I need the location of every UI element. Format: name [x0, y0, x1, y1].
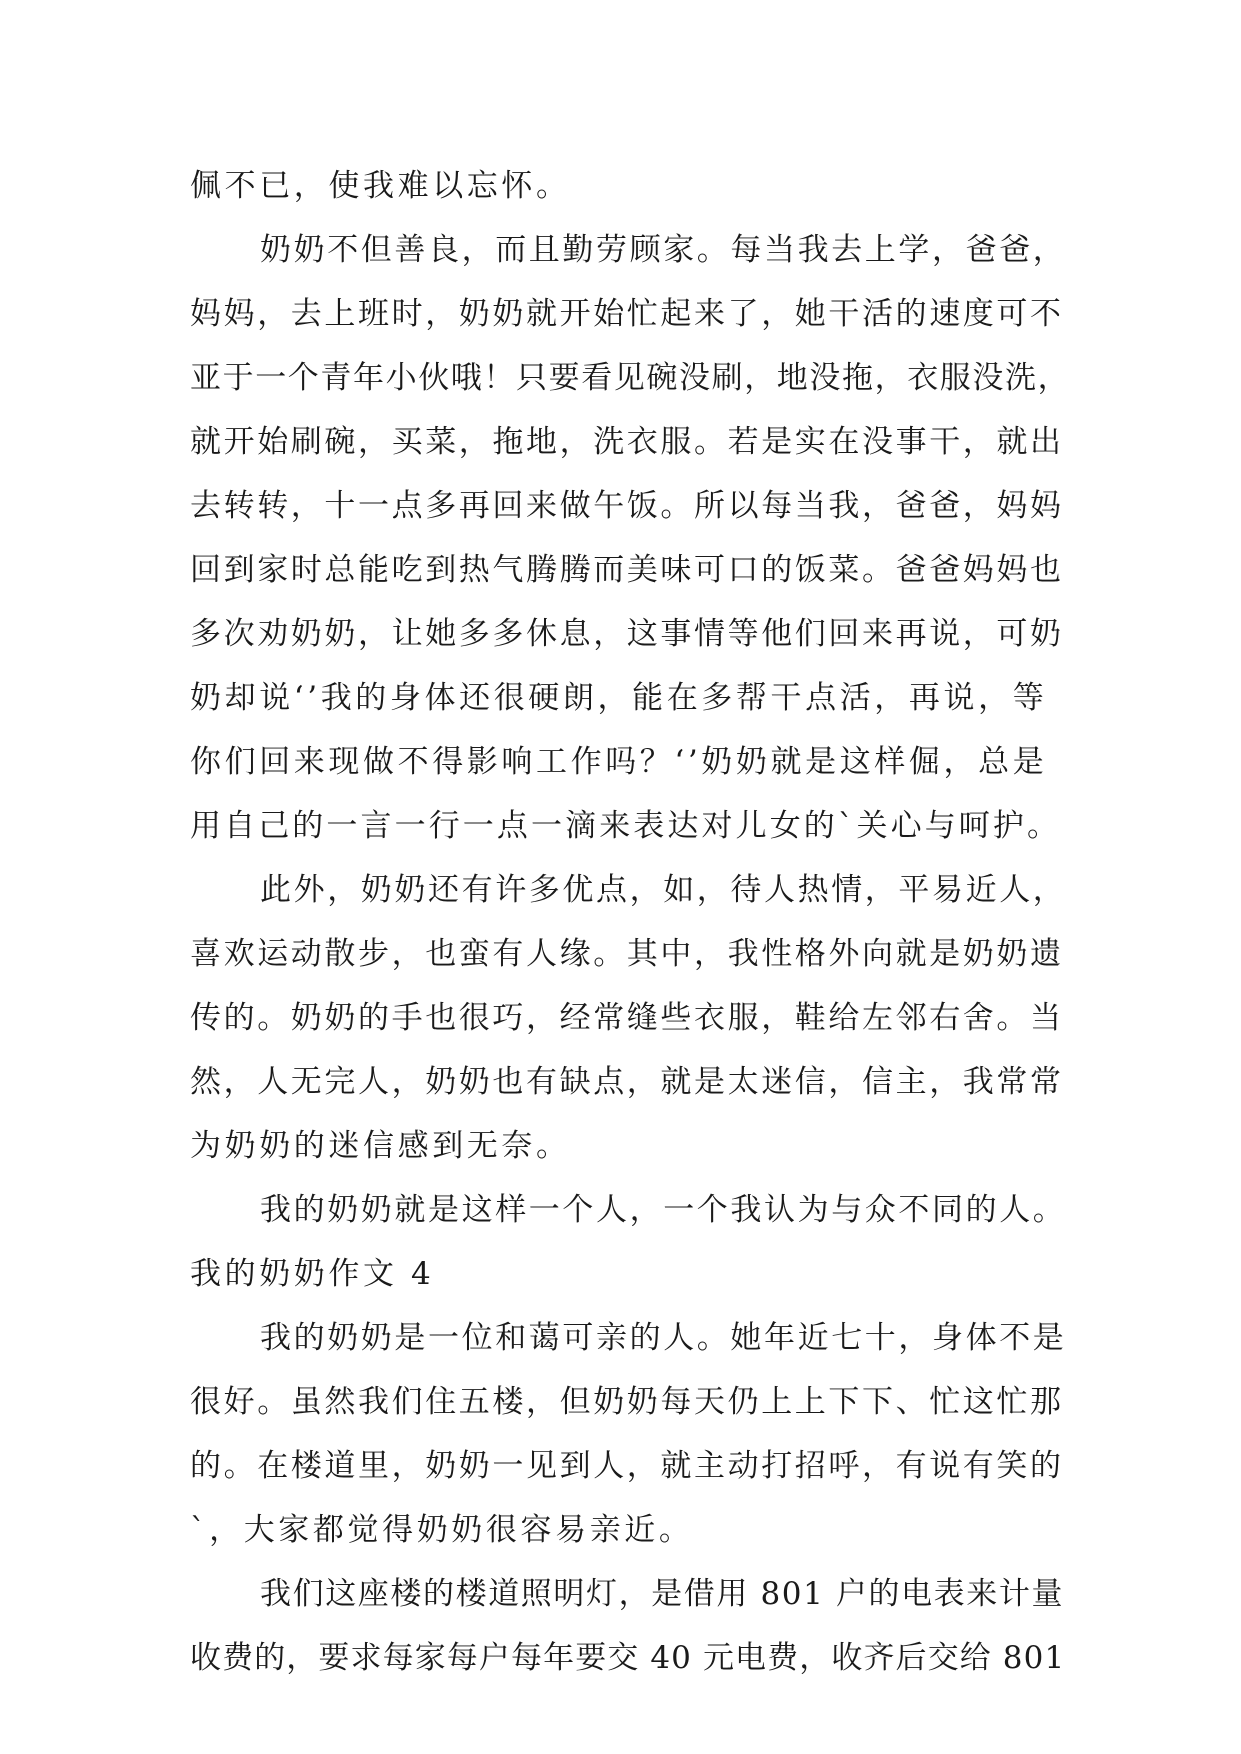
paragraph-line: 我们这座楼的楼道照明灯，是借用 801 户的电表来计量: [260, 1576, 1065, 1612]
paragraph-line: 回到家时总能吃到热气腾腾而美味可口的饭菜。爸爸妈妈也: [190, 552, 1064, 588]
paragraph-line: 的。在楼道里，奶奶一见到人，就主动打招呼，有说有笑的: [190, 1448, 1064, 1484]
paragraph-line: 喜欢运动散步，也蛮有人缘。其中，我性格外向就是奶奶遗: [190, 936, 1064, 972]
paragraph-line: 你们回来现做不得影响工作吗？‘’奶奶就是这样倔，总是: [190, 744, 1048, 780]
paragraph-line: 奶却说‘’我的身体还很硬朗，能在多帮干点活，再说，等: [190, 680, 1048, 716]
paragraph-line: 传的。奶奶的手也很巧，经常缝些衣服，鞋给左邻右舍。当: [190, 1000, 1064, 1036]
paragraph-line: 收费的，要求每家每户每年要交 40 元电费，收齐后交给 801: [190, 1640, 1066, 1676]
paragraph-line: 多次劝奶奶，让她多多休息，这事情等他们回来再说，可奶: [190, 616, 1064, 652]
paragraph-line: 就开始刷碗，买菜，拖地，洗衣服。若是实在没事干，就出: [190, 424, 1064, 460]
section-heading: 我的奶奶作文 4: [190, 1256, 435, 1292]
paragraph-line: 很好。虽然我们住五楼，但奶奶每天仍上上下下、忙这忙那: [190, 1384, 1064, 1420]
paragraph-line: `，大家都觉得奶奶很容易亲近。: [190, 1512, 694, 1548]
paragraph-line: 佩不已，使我难以忘怀。: [190, 168, 571, 204]
paragraph-line: 此外，奶奶还有许多优点，如，待人热情，平易近人，: [260, 872, 1067, 908]
paragraph-line: 亚于一个青年小伙哦！只要看见碗没刷，地没拖，衣服没洗，: [190, 360, 1071, 396]
paragraph-line: 妈妈，去上班时，奶奶就开始忙起来了，她干活的速度可不: [190, 296, 1064, 332]
paragraph-line: 然，人无完人，奶奶也有缺点，就是太迷信，信主，我常常: [190, 1064, 1064, 1100]
paragraph-line: 为奶奶的迷信感到无奈。: [190, 1128, 571, 1164]
paragraph-line: 我的奶奶就是这样一个人，一个我认为与众不同的人。: [260, 1192, 1067, 1228]
paragraph-line: 奶奶不但善良，而且勤劳顾家。每当我去上学，爸爸，: [260, 232, 1067, 268]
paragraph-line: 用自己的一言一行一点一滴来表达对儿女的`关心与呵护。: [190, 808, 1062, 844]
paragraph-line: 去转转，十一点多再回来做午饭。所以每当我，爸爸，妈妈: [190, 488, 1064, 524]
document-body: [190, 154, 1071, 1690]
paragraph-line: 我的奶奶是一位和蔼可亲的人。她年近七十，身体不是: [260, 1320, 1067, 1356]
